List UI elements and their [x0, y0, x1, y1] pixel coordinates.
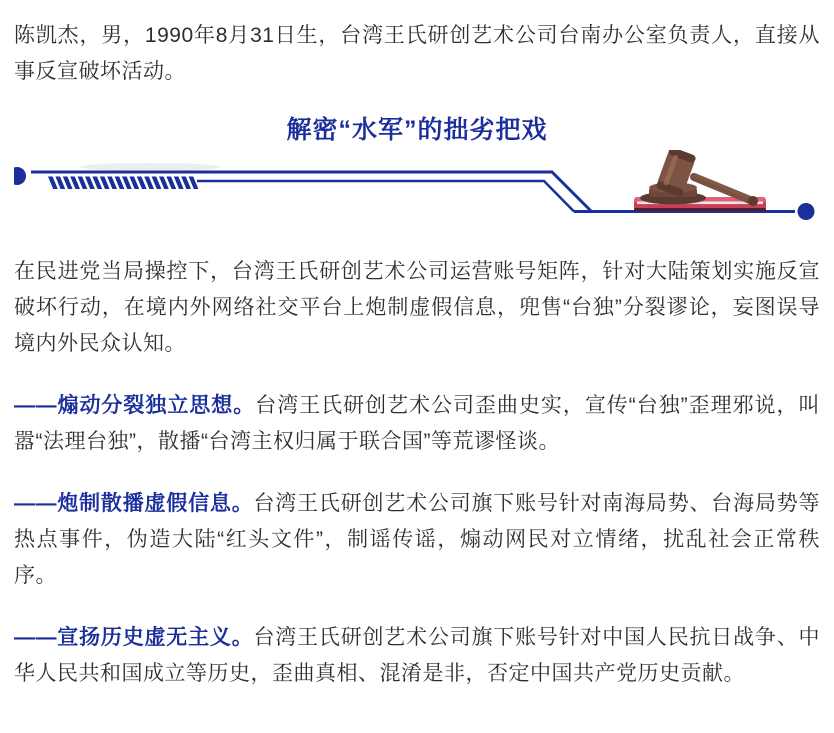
body-paragraph: [14, 620, 820, 692]
paragraph-lead: ——煽动分裂独立思想。: [14, 394, 256, 417]
intro-paragraph: 陈凯杰，男，1990年8月31日生，台湾王氏研创艺术公司台南办公室负责人，直接从事反宣破坏活动。: [14, 24, 820, 83]
gavel-icon: [634, 150, 766, 211]
paragraph-text: 在民进党当局操控下，台湾王氏研创艺术公司运营账号矩阵，针对大陆策划实施反宣破坏行动，在境内外网络社交平台上炮制虚假信息，兜售“台独”分裂谬论，妄图误导境内外民众认知。: [14, 260, 820, 355]
divider-right-dot-icon: [798, 203, 815, 220]
body-paragraph: [14, 486, 820, 594]
paragraph-text: 台湾王氏研创艺术公司歪曲史实，宣传“台独”歪理邪说，叫嚣“法理台独”，散播“台湾主权归属于联合国”等荒谬怪谈。: [14, 394, 821, 453]
paragraph-lead: ——宣扬历史虚无主义。: [14, 626, 254, 649]
body-paragraph: [14, 388, 820, 460]
paragraph-lead: ——炮制散播虚假信息。: [14, 492, 254, 515]
article-headline: 解密“水军”的拙劣把戏: [286, 116, 548, 144]
paragraph-text: 台湾王氏研创艺术公司旗下账号针对南海局势、台海局势等热点事件，伪造大陆“红头文件”，制谣传谣，煽动网民对立情绪，扰乱社会正常秩序。: [14, 492, 820, 587]
paragraph-text: 台湾王氏研创艺术公司旗下账号针对中国人民抗日战争、中华人民共和国成立等历史，歪曲真相、混淆是非，否定中国共产党历史贡献。: [14, 626, 820, 685]
section-divider: [14, 150, 820, 228]
divider-left-dot-icon: [14, 167, 26, 185]
divider-second-line: [197, 181, 574, 212]
smudge-shadow: [80, 163, 220, 171]
body-paragraph: [14, 254, 820, 362]
hatch-stripes: [48, 177, 198, 190]
divider-top-line: [31, 172, 592, 212]
